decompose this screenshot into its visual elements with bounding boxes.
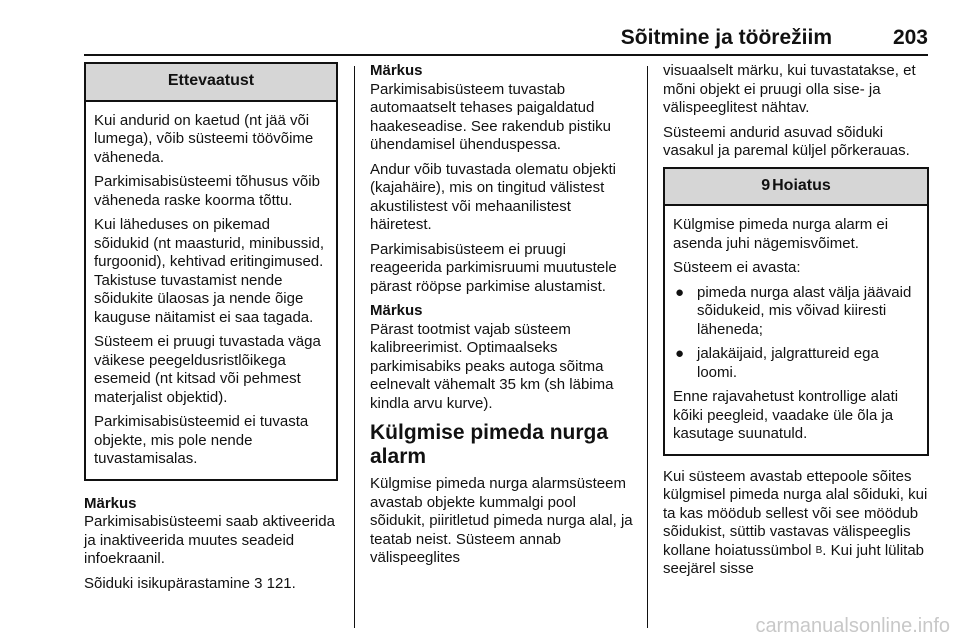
caution-body <box>86 102 336 479</box>
page-header <box>84 18 928 56</box>
body-paragraph: Süsteemi andurid asuvad sõiduki vasakul ja paremal küljel põrkerauas. <box>663 123 910 159</box>
column-divider <box>354 66 355 628</box>
list-item: ● jalakäijaid, jalgrattureid ega loomi. <box>675 345 879 381</box>
body-paragraph: Andur võib tuvastada olematu objekti (kajahäire), mis on tingitud välistest akustilistest või mehaanilistest häiretest. <box>370 160 616 233</box>
column-divider <box>647 66 648 628</box>
warning-list <box>673 284 919 383</box>
caution-paragraph: Kui andurid on kaetud (nt jää või lumega), võib süsteemi töövõime väheneda. <box>94 111 314 166</box>
caution-paragraph: Kui läheduses on pikemad sõidukid (nt maasturid, minibussid, furgoonid), kehtivad eritingimused. Takistuse tuvastamist nende sõidukite ülaosas ja nende õige kauguse näitamist ei saa tagada. <box>94 216 325 326</box>
note-text: Parkimisabisüsteemi saab aktiveerida ja inaktiveerida muutes seadeid infoekraanil. <box>84 513 335 567</box>
column-2 <box>370 62 633 574</box>
bullet-icon: ● <box>675 345 685 362</box>
page-title: Sõitmine ja töörežiim <box>620 26 832 49</box>
caution-paragraph: Parkimisabisüsteemid ei tuvasta objekte, mis pole nende tuvastamisalas. <box>94 413 309 467</box>
warning-box <box>663 167 929 456</box>
note-text: Parkimisabisüsteem tuvastab automaatselt tehases paigaldatud haakeseadise. See rakendub pistiku ühendamisel ühenduspessa. <box>370 80 611 153</box>
warning-symbol-icon: B <box>815 544 823 556</box>
body-paragraph: Külgmise pimeda nurga alarmsüsteem avastab objekte kummalgi pool sõidukit, piiritletud pimeda nurga alal, ja teatab neist. Süsteem annab välispeeglites <box>370 475 633 566</box>
caution-title: Ettevaatust <box>86 64 336 102</box>
body-paragraph: Kui süsteem avastab ettepoole sõites külgmisel pimeda nurga alal sõiduki, kui ta kas möödub sellest või see möödub sõidukist, süttib vastavas välispeeglis kollane hoiatussümbol B. Kui juht lülitab seejärel sisse <box>663 467 928 578</box>
note-label: Märkus <box>370 302 423 319</box>
list-item: ● pimeda nurga alast välja jäävaid sõidukeid, mis võivad kiiresti läheneda; <box>675 283 912 338</box>
reference-text: Sõiduki isikupärastamine <box>84 574 250 592</box>
section-heading: Külgmise pimeda nurga alarm <box>370 421 609 468</box>
caution-paragraph: Süsteem ei pruugi tuvastada väga väikese peegeldusristlõikega esemeid (nt kitsad või pehmest materjalist objektid). <box>94 333 321 406</box>
page-number: 203 <box>892 26 928 49</box>
column-1 <box>84 62 338 599</box>
caution-paragraph: Parkimisabisüsteemi tõhusus võib väheneda raske koorma tõttu. <box>94 173 320 209</box>
note-label: Märkus <box>370 62 423 79</box>
warning-header <box>665 169 927 207</box>
warning-paragraph: Külgmise pimeda nurga alarm ei asenda juhi nägemisvõimet. <box>673 216 889 252</box>
cross-reference[interactable] <box>84 575 338 594</box>
warning-paragraph: Enne rajavahetust kontrollige alati kõiki peegleid, vaadake üle õla ja kasutage suunatuld. <box>673 388 899 442</box>
warning-title: Hoiatus <box>772 176 831 194</box>
body-paragraph: visuaalselt märku, kui tuvastatakse, et mõni objekt ei pruugi olla sise- ja välispeeglitest nähtav. <box>663 62 916 116</box>
note-label: Märkus <box>84 494 137 512</box>
column-3 <box>663 62 929 585</box>
caution-box <box>84 62 338 481</box>
note-text: Pärast tootmist vajab süsteem kalibreerimist. Optimaalseks parkimisabiks peaks autoga sõitma eelnevalt vähemalt 35 km (sh läbima kindla arvu kurve). <box>370 320 614 412</box>
warning-icon: 9 <box>761 176 771 194</box>
watermark: carmanualsonline.info <box>755 615 950 637</box>
reference-page: 121. <box>266 574 296 592</box>
reference-arrow-icon: 3 <box>254 574 263 592</box>
warning-body <box>665 206 927 454</box>
warning-paragraph: Süsteem ei avasta: <box>673 259 801 276</box>
bullet-icon: ● <box>675 283 685 301</box>
body-paragraph: Parkimisabisüsteem ei pruugi reageerida parkimisruumi muutustele pärast rööpse parkimise alustamist. <box>370 240 617 295</box>
